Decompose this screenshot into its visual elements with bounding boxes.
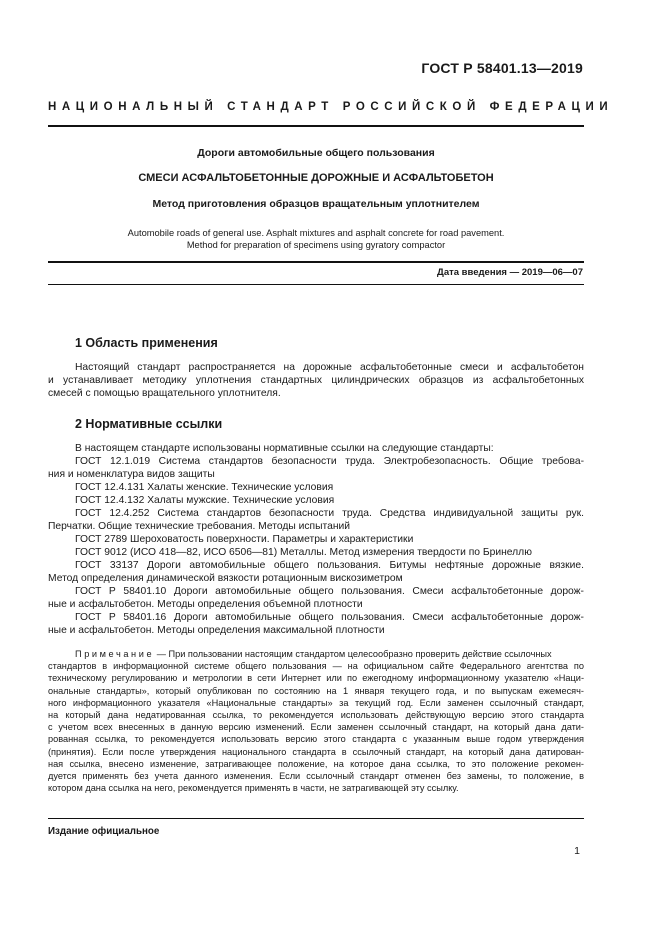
english-title [48,227,584,251]
divider [48,125,584,127]
reference-line: Метод определения динамической вязкости ротационным вискозиметром [48,573,403,584]
introduction-date: Дата введения — 2019—06—07 [437,267,583,278]
reference-line: Перчатки. Общие технические требования. Методы испытаний [48,521,351,532]
body-line: Настоящий стандарт распространяется на дорожные асфальтобетонные смеси и асфальтобетон [75,362,584,373]
divider [48,284,584,285]
document-code: ГОСТ Р 58401.13—2019 [421,60,583,76]
note-line: стандартов в информационной системе общего пользования — на официальном сайте Федерального агентства по [48,661,584,672]
edition-label: Издание официальное [48,826,160,837]
note-line: (принятия). Если после утверждения национального стандарта в ссылочный стандарт, на который дана датирован- [48,746,584,757]
note-line: с учетом всех внесенных в данную версию изменений. Если заменен ссылочный стандарт, на который дана дати- [48,722,584,733]
note-block [48,648,584,794]
note-text: — При пользовании настоящим стандартом целесообразно проверить действие ссылочных [154,649,552,659]
english-title-line-1: Automobile roads of general use. Asphalt mixtures and asphalt concrete for road pavement. [127,228,505,238]
reference-line: ГОСТ 33137 Дороги автомобильные общего пользования. Битумы нефтяные дорожные вязкие. [75,560,584,571]
standard-type-heading: НАЦИОНАЛЬНЫЙ СТАНДАРТ РОССИЙСКОЙ ФЕДЕРАЦИИ [48,101,614,113]
reference-line: ные и асфальтобетон. Методы определения объемной плотности [48,599,363,610]
body-line: и устанавливает методику уплотнения стандартных цилиндрических образцов из асфальтобетонных [48,375,584,386]
divider [48,261,584,263]
title-line-2: СМЕСИ АСФАЛЬТОБЕТОННЫЕ ДОРОЖНЫЕ И АСФАЛЬТОБЕТОН [138,172,494,184]
page-number: 1 [574,845,580,857]
body-line: В настоящем стандарте использованы нормативные ссылки на следующие стандарты: [75,443,494,454]
note-line: котором дана ссылка на него, рекомендуется применять в части, не затрагивающей эту ссылку. [48,783,459,794]
note-line: ональные стандарты», который опубликован по состоянию на 1 января текущего года, и по выпускам ежемесяч- [48,685,584,696]
title-line-1: Дороги автомобильные общего пользования [197,147,435,159]
body-line: смесей с помощью вращательного уплотнителя. [48,388,281,399]
note-first-line [48,648,584,660]
note-line: ная ссылка, внесено изменение, затрагивающее положение, на которое дана ссылка, то это положение рекомен- [48,758,584,769]
reference-line: ные и асфальтобетон. Методы определения максимальной плотности [48,625,385,636]
reference-line: ГОСТ Р 58401.16 Дороги автомобильные общего пользования. Смеси асфальтобетонные дорож- [75,612,584,623]
note-line: дуется применять без учета данного изменения. Если ссылочный стандарт отменен без замены, то положение, в [48,771,584,782]
note-line: рованная ссылка, то рекомендуется использовать версию этого стандарта с указанным выше годом утверждения [48,734,584,745]
reference-line: ГОСТ Р 58401.10 Дороги автомобильные общего пользования. Смеси асфальтобетонные дорож- [75,586,584,597]
divider [48,818,584,819]
reference-line: ГОСТ 12.1.019 Система стандартов безопасности труда. Электробезопасность. Общие требова- [75,456,584,467]
reference-line: ГОСТ 9012 (ИСО 418—82, ИСО 6506—81) Металлы. Метод измерения твердости по Бринеллю [75,547,532,558]
reference-line: ГОСТ 12.4.252 Система стандартов безопасности труда. Средства индивидуальной защиты рук. [75,508,584,519]
reference-line: ния и номенклатура видов защиты [48,469,215,480]
section-1-body [48,361,584,400]
note-line: ного информационного указателя «Национальные стандарты» за текущий год. Если заменен ссылочный стандарт, [48,697,584,708]
english-title-line-2: Method for preparation of specimens using gyratory compactor [186,240,446,250]
section-2-body [48,442,584,637]
section-1-heading: 1 Область применения [75,336,218,350]
reference-line: ГОСТ 2789 Шероховатость поверхности. Параметры и характеристики [75,534,414,545]
reference-line: ГОСТ 12.4.131 Халаты женские. Технические условия [75,482,334,493]
note-line: на который дана недатированная ссылка, то рекомендуется использовать действующую версию этого стандарта [48,710,584,721]
title-line-3: Метод приготовления образцов вращательным уплотнителем [152,198,480,210]
section-2-heading: 2 Нормативные ссылки [75,417,223,431]
note-label: Примечание [75,649,155,659]
reference-line: ГОСТ 12.4.132 Халаты мужские. Технические условия [75,495,335,506]
note-line: техническому регулированию и метрологии в сети Интернет или по ежегодному информационному указателю «Наци- [48,673,584,684]
